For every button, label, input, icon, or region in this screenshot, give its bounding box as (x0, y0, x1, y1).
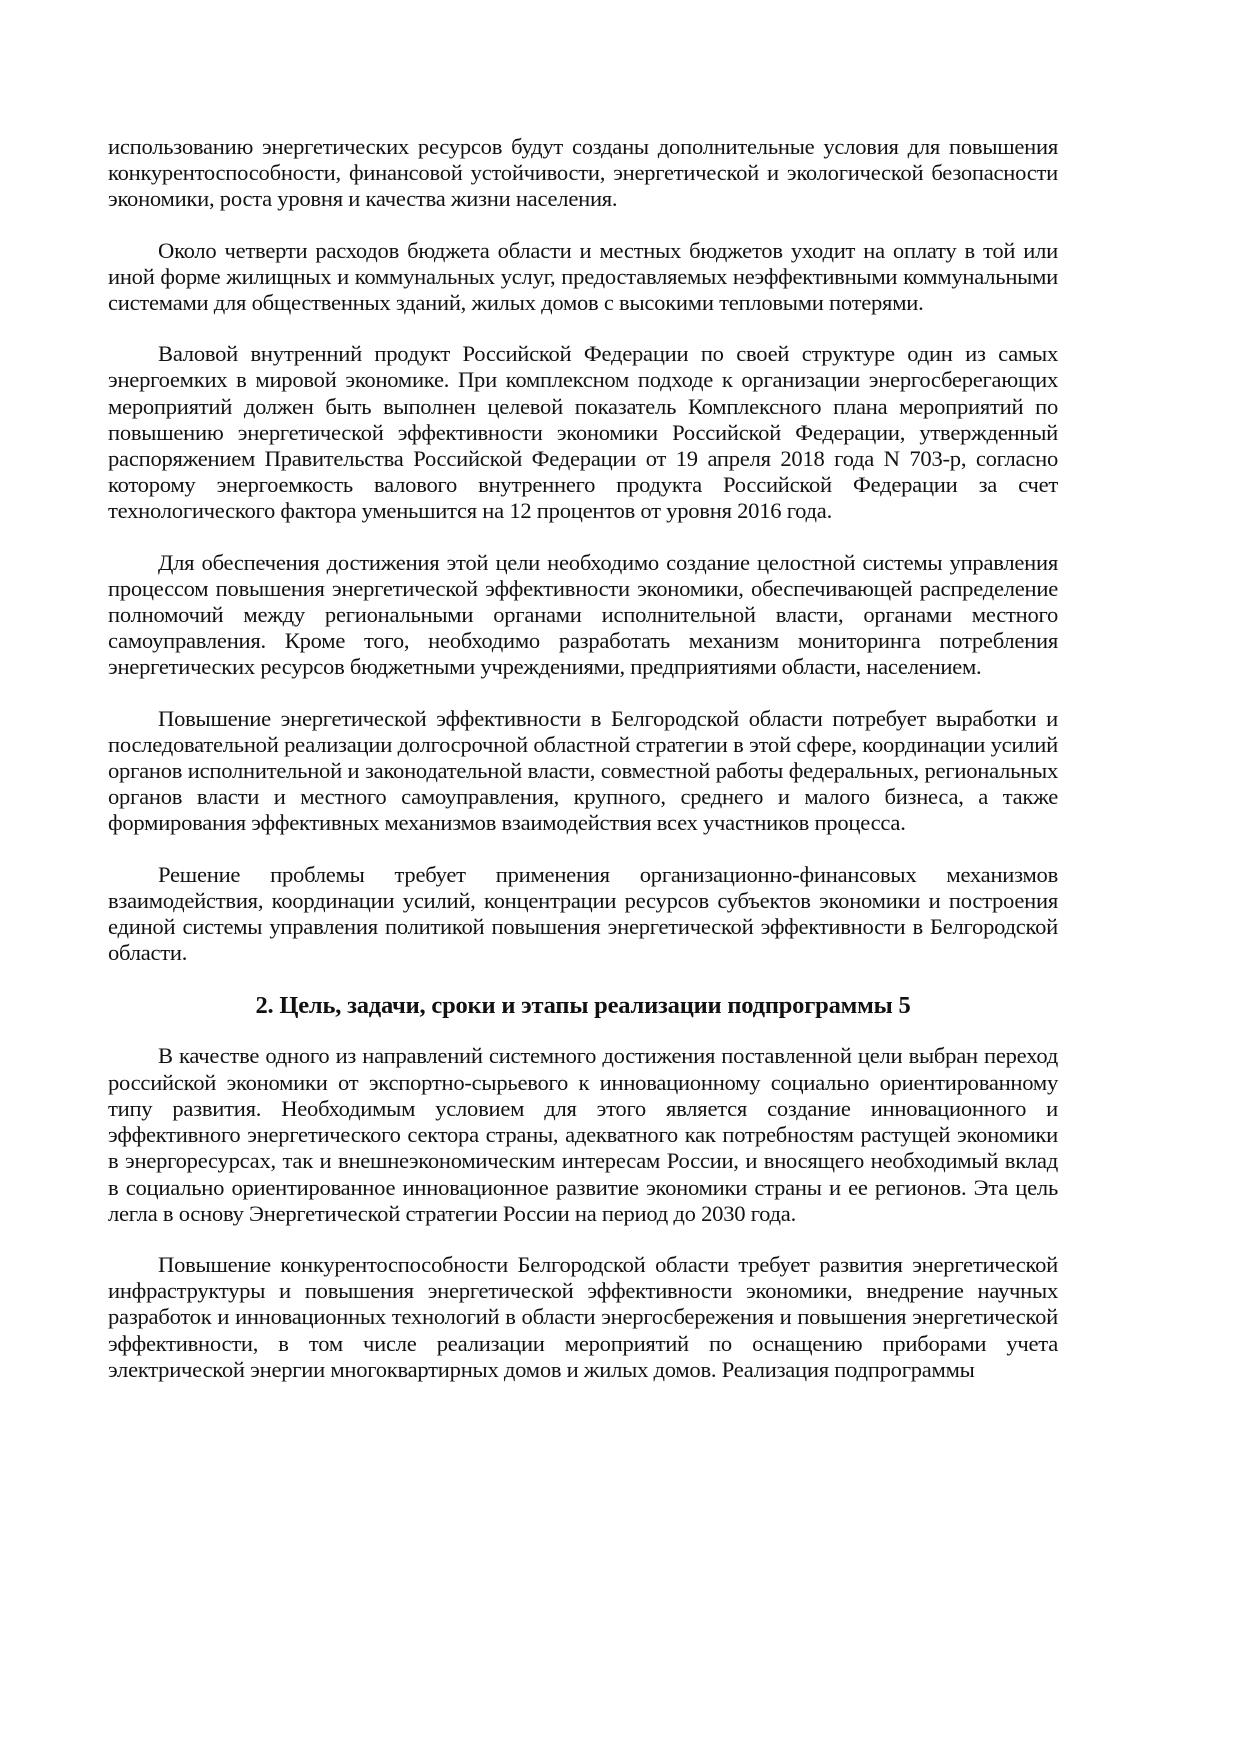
paragraph-problem-solution: Решение проблемы требует применения организационно-финансовых механизмов взаимодействия, координации усилий, концентрации ресурсов субъектов экономики и построения единой системы управления политикой повышения энергетической эффективности в Белгородской области. (108, 861, 1058, 966)
paragraph-regional-strategy: Повышение энергетической эффективности в Белгородской области потребует выработки и последовательной реализации долгосрочной областной стратегии в этой сфере, координации усилий органов исполнительной и законодательной власти, совместной работы федеральных, региональных органов власти и местного самоуправления, крупного, среднего и малого бизнеса, а также формирования эффективных механизмов взаимодействия всех участников процесса. (108, 705, 1058, 836)
document-page (108, 134, 1058, 1408)
paragraph-gdp-energy-intensity: Валовой внутренний продукт Российской Федерации по своей структуре один из самых энергоемких в мировой экономике. При комплексном подходе к организации энергосберегающих мероприятий должен быть выполнен целевой показатель Комплексного плана мероприятий по повышению энергетической эффективности экономики Российской Федерации, утвержденный распоряжением Правительства Российской Федерации от 19 апреля 2018 года N 703-р, согласно которому энергоемкость валового внутреннего продукта Российской Федерации за счет технологического фактора уменьшится на 12 процентов от уровня 2016 года. (108, 341, 1058, 524)
section-heading: 2. Цель, задачи, сроки и этапы реализации подпрограммы 5 (255, 992, 911, 1020)
paragraph-budget-expenses: Около четверти расходов бюджета области и местных бюджетов уходит на оплату в той или иной форме жилищных и коммунальных услуг, предоставляемых неэффективными коммунальными системами для общественных зданий, жилых домов с высокими тепловыми потерями. (108, 237, 1058, 316)
paragraph-management-system: Для обеспечения достижения этой цели необходимо создание целостной системы управления процессом повышения энергетической эффективности экономики, обеспечивающей распределение полномочий между региональными органами исполнительной власти, органами местного самоуправления. Кроме того, необходимо разработать механизм мониторинга потребления энергетических ресурсов бюджетными учреждениями, предприятиями области, населением. (108, 549, 1058, 680)
paragraph-continuation: использованию энергетических ресурсов будут созданы дополнительные условия для повышения конкурентоспособности, финансовой устойчивости, энергетической и экологической безопасности экономики, роста уровня и качества жизни населения. (108, 134, 1058, 212)
paragraph-innovation-direction: В качестве одного из направлений системного достижения поставленной цели выбран переход российской экономики от экспортно-сырьевого к инновационному социально ориентированному типу развития. Необходимым условием для этого является создание инновационного и эффективного энергетического сектора страны, адекватного как потребностям растущей экономики в энергоресурсах, так и внешнеэкономическим интересам России, и вносящего необходимый вклад в социально ориентированное инновационное развитие экономики страны и ее регионов. Эта цель легла в основу Энергетической стратегии России на период до 2030 года. (108, 1043, 1058, 1226)
paragraph-competitiveness: Повышение конкурентоспособности Белгородской области требует развития энергетической инфраструктуры и повышения энергетической эффективности экономики, внедрение научных разработок и инновационных технологий в области энергосбережения и повышения энергетической эффективности, в том числе реализации мероприятий по оснащению приборами учета электрической энергии многоквартирных домов и жилых домов. Реализация подпрограммы (108, 1251, 1058, 1382)
